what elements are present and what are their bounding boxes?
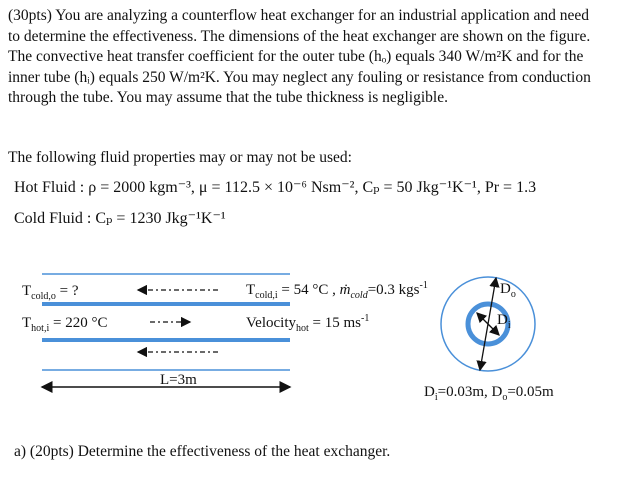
cold-inlet-conditions: $T_{cold,i} = 54$ °C , ṁ$_{cold}$=0.3 kgs$^{-1}$ bbox=[246, 280, 428, 301]
length-label: L=3m bbox=[160, 372, 197, 388]
diameter-values: $D_i=0.03m$, $D_o=0.05m$ bbox=[424, 384, 554, 403]
properties-heading: The following fluid properties may or may not be used: bbox=[8, 149, 352, 166]
hot-inlet-temp: $T_{hot,i} = 220$ °C bbox=[22, 315, 108, 334]
inner-diameter-arrow bbox=[477, 313, 499, 335]
problem-statement: (30pts) You are analyzing a counterflow heat exchanger for an industrial application and need to determine the effectiveness. The dimensions of the heat exchanger are shown on the figure. The convective heat transfer coefficient for the outer tube (hₒ) equals 340 W/m²K and for the inner tube (hᵢ) equals 250 W/m²K. You may neglect any fouling or resistance from conduction through the tube. You may assume that the tube thickness is negligible. bbox=[8, 7, 591, 106]
cold-outlet-temp: $T_{cold,o}$ = ? bbox=[22, 283, 79, 302]
question-a: a) (20pts) Determine the effectiveness of the heat exchanger. bbox=[14, 443, 391, 460]
hot-fluid-properties: Hot Fluid : ρ = 2000 kgm⁻³, μ = 112.5 × 10⁻⁶ Nsm⁻², Cₚ = 50 Jkg⁻¹K⁻¹, Pr = 1.3 bbox=[14, 179, 537, 196]
hot-velocity: Velocity$_{hot}$ = 15 $ms^{-1}$ bbox=[246, 313, 370, 334]
cold-fluid-properties: Cold Fluid : Cₚ = 1230 Jkg⁻¹K⁻¹ bbox=[14, 210, 226, 227]
inner-diameter-label: $D_i$ bbox=[497, 312, 511, 331]
outer-diameter-label: $D_o$ bbox=[500, 281, 516, 300]
